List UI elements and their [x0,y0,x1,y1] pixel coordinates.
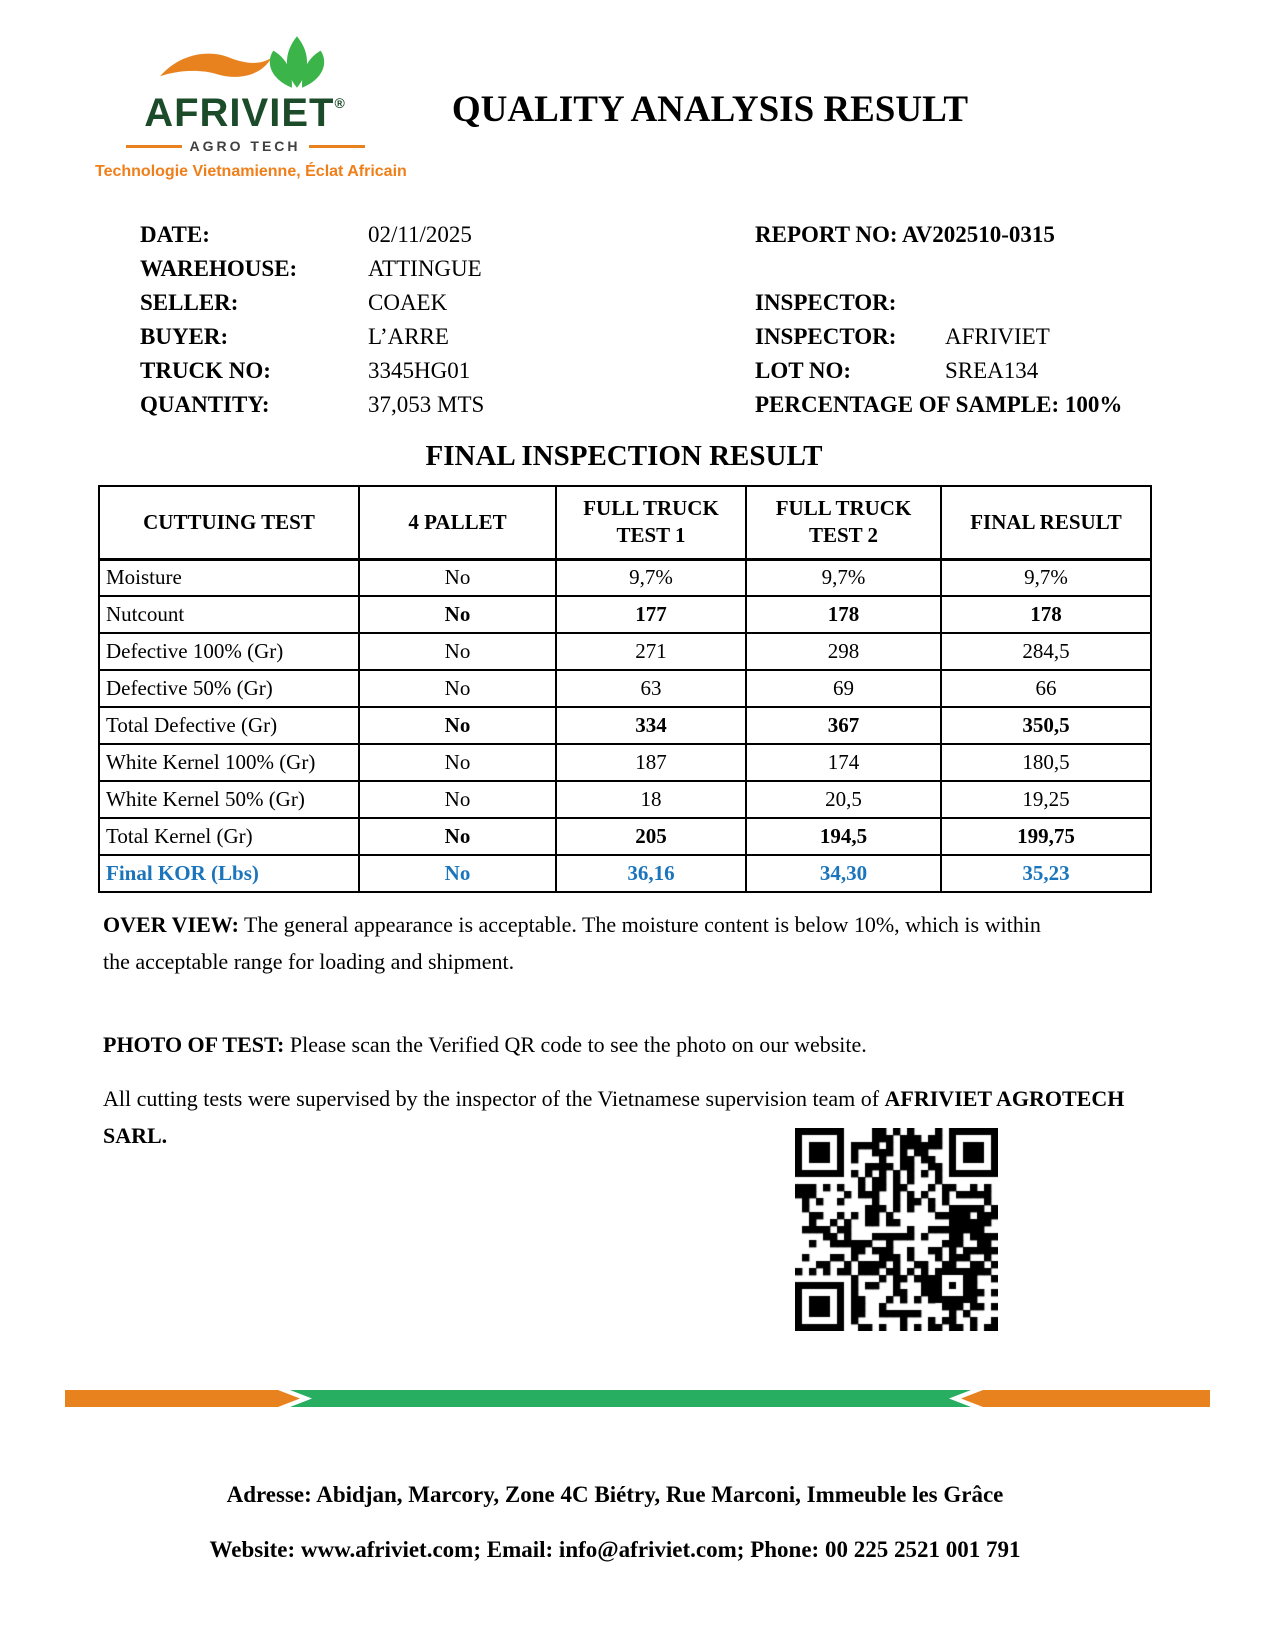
footer-contact: Website: www.afriviet.com; Email: info@afriviet.com; Phone: 00 225 2521 001 791 [209,1537,1021,1562]
info-value: ATTINGUE [368,256,482,281]
info-value: COAEK [368,290,448,315]
row-label: Total Defective (Gr) [99,707,359,744]
band-right-orange [961,1390,1210,1407]
page-title: QUALITY ANALYSIS RESULT [451,89,969,130]
info-label: DATE: [140,222,210,247]
info-value: 02/11/2025 [368,222,472,247]
row-label: Moisture [99,559,359,596]
row-label: Defective 50% (Gr) [99,670,359,707]
supervision-text: All cutting tests were supervised by the inspector of the Vietnamese supervision team of [103,1086,885,1111]
supervision-company: AFRIVIET AGROTECH SARL. [103,1086,1125,1148]
info-row [140,354,740,388]
cell-value: 174 [746,744,941,781]
cell-value: 9,7% [746,559,941,596]
sub-brand-label: AGRO TECH [189,138,301,154]
cell-value: No [359,855,556,892]
cell-value: 178 [941,596,1151,633]
cell-value: 334 [556,707,746,744]
table-row [99,781,1151,818]
column-header: CUTTUING TEST [99,486,359,559]
info-value: AFRIVIET [945,324,1050,349]
info-value: 3345HG01 [368,358,471,383]
qr-code [795,1128,998,1331]
table-row [99,707,1151,744]
swoosh-icon [160,54,271,77]
info-row [755,320,1155,354]
info-label: INSPECTOR: [755,324,897,349]
info-row [140,388,740,422]
afriviet-logo [95,34,407,181]
cell-value: 63 [556,670,746,707]
info-row [140,320,740,354]
column-header: FULL TRUCK TEST 2 [746,486,941,559]
leaf-icon [269,36,323,87]
cell-value: 298 [746,633,941,670]
table-row [99,744,1151,781]
info-row [755,354,1155,388]
divider-line [309,145,365,148]
cell-value: 35,23 [941,855,1151,892]
band-left-orange [65,1390,300,1407]
info-label: QUANTITY: [140,392,270,417]
column-header: FINAL RESULT [941,486,1151,559]
cell-value: No [359,707,556,744]
cell-value: 18 [556,781,746,818]
info-label: INSPECTOR: [755,290,897,315]
cell-value: 19,25 [941,781,1151,818]
info-label: LOT NO: [755,358,852,383]
cell-value: 177 [556,596,746,633]
cell-value: 187 [556,744,746,781]
cell-value: No [359,596,556,633]
row-label: Final KOR (Lbs) [99,855,359,892]
info-label: TRUCK NO: [140,358,271,383]
cell-value: No [359,744,556,781]
table-row [99,559,1151,596]
info-row [755,286,1155,320]
cell-value: 367 [746,707,941,744]
photo-text: Please scan the Verified QR code to see the photo on our website. [284,1032,867,1057]
column-header: FULL TRUCK TEST 1 [556,486,746,559]
cell-value: 350,5 [941,707,1151,744]
info-value: 37,053 MTS [368,392,485,417]
cell-value: 34,30 [746,855,941,892]
info-value: L’ARRE [368,324,449,349]
cell-value: 284,5 [941,633,1151,670]
brand-tagline: Technologie Vietnamienne, Éclat Africain [95,163,407,180]
info-label: PERCENTAGE OF SAMPLE: 100% [755,392,1123,417]
section-heading: FINAL INSPECTION RESULT [425,440,823,472]
cell-value: No [359,670,556,707]
cell-value: 9,7% [556,559,746,596]
info-label: SELLER: [140,290,239,315]
table-header-row [99,486,1151,559]
footer-address: Adresse: Abidjan, Marcory, Zone 4C Biétry, Rue Marconi, Immeuble les Grâce [226,1482,1004,1507]
cell-value: 36,16 [556,855,746,892]
row-label: Nutcount [99,596,359,633]
info-column-left [140,218,740,422]
table-row [99,818,1151,855]
brand-name: AFRIVIET® [144,91,346,135]
info-row [140,252,740,286]
cell-value: No [359,781,556,818]
table-row [99,855,1151,892]
cell-value: 205 [556,818,746,855]
row-label: White Kernel 100% (Gr) [99,744,359,781]
overview-paragraph [103,906,1071,980]
info-row [140,218,740,252]
cell-value: 271 [556,633,746,670]
registered-mark: ® [334,95,346,111]
info-label: REPORT NO: AV202510-0315 [755,222,1055,247]
cell-value: 20,5 [746,781,941,818]
info-row [755,388,1155,422]
cell-value: 194,5 [746,818,941,855]
row-label: Defective 100% (Gr) [99,633,359,670]
table-row [99,670,1151,707]
info-column-right [755,218,1155,422]
divider-line [126,145,182,148]
cell-value: 180,5 [941,744,1151,781]
decorative-band [65,1390,1210,1407]
cell-value: 9,7% [941,559,1151,596]
info-label: BUYER: [140,324,229,349]
info-row [140,286,740,320]
cell-value: 178 [746,596,941,633]
info-row [755,252,1155,286]
cell-value: No [359,633,556,670]
row-label: Total Kernel (Gr) [99,818,359,855]
row-label: White Kernel 50% (Gr) [99,781,359,818]
table-row [99,633,1151,670]
cell-value: 199,75 [941,818,1151,855]
cell-value: No [359,559,556,596]
sub-brand [95,138,395,154]
info-value: SREA134 [945,358,1039,383]
cell-value: 66 [941,670,1151,707]
photo-paragraph [103,1026,1163,1063]
overview-text: The general appearance is acceptable. The moisture content is below 10%, which is within the acceptable range for loading and shipment. [103,912,1041,974]
table-row [99,596,1151,633]
inspection-result-table [98,485,1152,893]
logo-artwork [158,34,333,92]
overview-label: OVER VIEW: [103,912,239,937]
band-center-green [290,1390,971,1407]
info-row [755,218,1155,252]
column-header: 4 PALLET [359,486,556,559]
cell-value: 69 [746,670,941,707]
cell-value: No [359,818,556,855]
photo-label: PHOTO OF TEST: [103,1032,285,1057]
info-label: WAREHOUSE: [140,256,298,281]
